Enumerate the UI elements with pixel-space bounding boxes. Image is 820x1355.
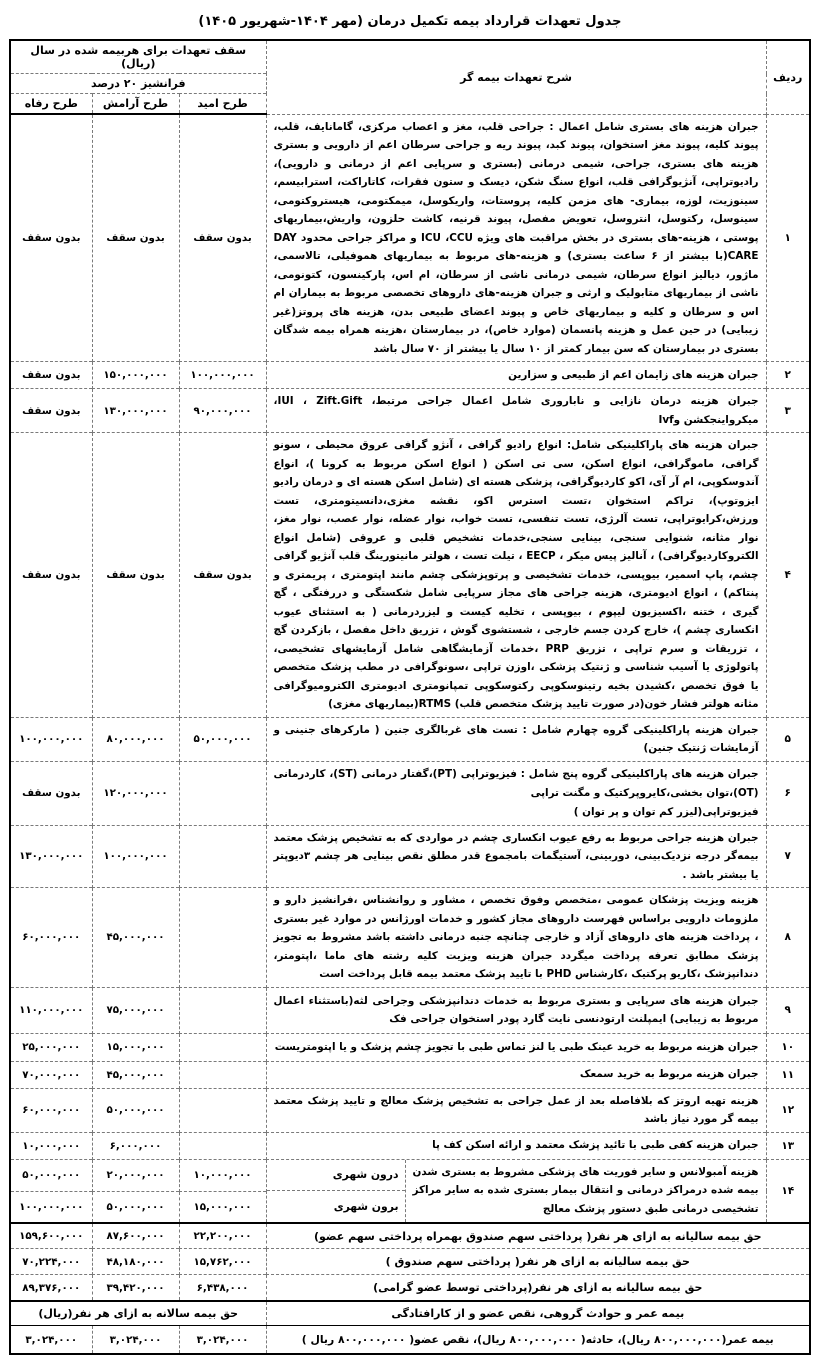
plan-refah-value: ۶۰,۰۰۰,۰۰۰ (10, 888, 92, 988)
benefit-description: جبران هزینه مربوط به خرید عینک طبی یا لنز تماس طبی با تجویز چشم پزشک و یا اپتومتریست (266, 1033, 766, 1061)
plan-aramesh-value: ۴۵,۰۰۰,۰۰۰ (92, 888, 179, 988)
benefit-description: جبران هزینه های بستری شامل اعمال : جراحی قلب، مغز و اعصاب مرکزی، گامانایف، قلب، پیوند کلیه، پیوند مغز استخوان، پیوند کبد، پیوند ریه و جراحی سرطان اعم از دارویی و بستری هزینه های بستری، جراحی، شیمی درمانی (بستری و سرپایی اعم از درمانی و دارویی)، رادیوتراپی، آنژیوگرافی قلب، انواع سنگ شکن، دیسک و ستون فقرات، کاتاراکت، استرابیسم، سینوزیت، لوزه، بیماری- های مزمن کلیه، پروستات، واریکوسل، میمکتومی، هیستروکتومی، سینوسل، رکتوسل، انتروسل، تعویض مفصل، پیوند قرنیه، کاشت حلزون، واریش،بیماریهای پوستی ، هزینه-های بستری در بخش مراقبت های ویژه ICU ،CCU و مراکز جراحی محدود DAY CARE(با بیشتر از ۶ ساعت بستری) و هزینه-های مربوط به بیماریهای هموفیلی، تالاسمی، ماژور، دیالیز انواع سرطان، شیمی درمانی ناشی از سرطان، ام اس، پارکینسون، کتونومی، ناشی از بیماریهای متابولیک و ارثی و جبران هزینه-های داروهای تخصصی مربوط به بیماران ام اس و سرطان و کلیه و بیماریهای خاص و پیوند اعضای طبیعی بدن، هزینه های پروتز(غیر زیبایی) در حین عمل و هزینه پانسمان (موارد خاص)، در بیمارستان ،هزینه همراه بیمه شدگان بستری در بیمارستان که سن بیمار کمتر از ۱۰ سال یا بیشتر از ۷۰ سال باشد (266, 114, 766, 362)
table-row (10, 888, 810, 988)
plan-aramesh-value: بدون سقف (92, 114, 179, 362)
table-row (10, 762, 810, 826)
table-row (10, 1061, 810, 1088)
plan-refah-value: ۷۰,۲۲۴,۰۰۰ (10, 1249, 92, 1275)
table-row (10, 717, 810, 761)
premium-description: حق بیمه سالیانه به ازای هر نفر( پرداختی سهم صندوق ) (266, 1249, 810, 1275)
row-number: ۱۰ (766, 1033, 810, 1061)
benefit-description: جبران هزینه های پاراکلینیکی شامل: انواع رادیو گرافی ، آنژو گرافی عروق محیطی ، سونو گرافی، ماموگرافی، انواع اسکن، سی تی اسکن ( انواع اسکن مربوط به کرونا )، انواع آندوسکوپی، ام آر آی، اکو کاردیوگرافی، پزشکی هسته ای (شامل اسکن هسته ای و درمان رادیو ایزوتوپ)، تراکم استخوان ،تست استرس اکو، نقشه مغزی،دانسیتومتری، تست ورزش،کرایوتراپی، تست آلرژی، تست تنفسی، تست خواب، نوار عضله، نوار عصب، نوار مغز، نوار مثانه، شنوایی سنجی، بینایی سنجی،خدمات تشخیص قلبی و عروقی (شامل انواع الکتروکاردیوگرافی) ، آنالیز پیس میکر ، EECP ، تیلت تست ، هولتر مانیتورینگ قلب آنژیو گرافی چشم، پاپ اسمیر، بیوپسی، خدمات تشخیصی و پرتوپزشکی چشم مانند اپتومتری ، پریمتری و پنتاکم) ، انواع ادیومتری، هزینه جراحی های مجاز سرپایی شامل شکستگی و دررفتگی ، گچ گیری ، ختنه ،اکسیزیون لیپوم ، بیوپسی ، تخلیه کیست و لیزردرمانی ( به استثنای عیوب انکساری چشم )، خارج کردن جسم خارجی ، شستشوی گوش ، تزریق داخل مفصل ، بازکردن گچ ، تزریقات و سرم تراپی ، تزریق PRP ،خدمات آزمایشگاهی شامل آزمایشهای تشخیصی، پاتولوژی یا آسیب شناسی و ژنتیک پزشکی ،اوزن تراپی ،سونوگرافی در مطب پزشک متخصص یا فوق تخصص ،کشیدن بخیه رتینوسکوپی رکتوسکوپی تمپانومتری ادیومتری الکترومیوگرافی مثانه هولتر فشار خون(در صورت تایید پزشک متخصص قلب) RTMS(بیماریهای مغزی) (266, 433, 766, 718)
column-header-row-number: ردیف (766, 40, 810, 114)
row-number: ۳ (766, 389, 810, 433)
benefit-description-line2: فیزیوتراپی(لیزر کم توان و پر توان ) (573, 806, 759, 819)
plan-refah-value: ۱۰۰,۰۰۰,۰۰۰ (10, 717, 92, 761)
row-number: ۱۲ (766, 1088, 810, 1132)
plan-aramesh-value: ۴۸,۱۸۰,۰۰۰ (92, 1249, 179, 1275)
plan-refah-value: ۷۰,۰۰۰,۰۰۰ (10, 1061, 92, 1088)
life-insurance-value-row (10, 1326, 810, 1354)
row-number: ۸ (766, 888, 810, 988)
plan-refah-value: ۱۵۹,۶۰۰,۰۰۰ (10, 1223, 92, 1249)
plan-aramesh-value: ۱۵۰,۰۰۰,۰۰۰ (92, 362, 179, 389)
plan-omid-value: بدون سقف (179, 433, 266, 718)
column-header-plan-omid: طرح امید (179, 94, 266, 115)
plan-refah-value: ۳,۰۲۴,۰۰۰ (10, 1326, 92, 1354)
plan-refah-value: بدون سقف (10, 389, 92, 433)
column-header-plan-aramesh: طرح آرامش (92, 94, 179, 115)
benefit-description: جبران هزینه های سرپایی و بستری مربوط به خدمات دندانپزشکی وجراحی لثه(باستثناء اعمال مربوط به زیبایی) ایمپلنت ارتودنسی نایت گارد پودر استخوان جراحی فک (266, 987, 766, 1033)
row-number: ۵ (766, 717, 810, 761)
premium-row (10, 1223, 810, 1249)
row-number: ۱۳ (766, 1132, 810, 1159)
plan-aramesh-value: ۵۰,۰۰۰,۰۰۰ (92, 1088, 179, 1132)
plan-refah-value: ۵۰,۰۰۰,۰۰۰ (10, 1159, 92, 1191)
plan-aramesh-value: ۱۳۰,۰۰۰,۰۰۰ (92, 389, 179, 433)
premium-row (10, 1275, 810, 1301)
row-number: ۶ (766, 762, 810, 826)
row-number: ۲ (766, 362, 810, 389)
benefit-description: جبران هزینه های زایمان اعم از طبیعی و سزارین (266, 362, 766, 389)
benefit-description: هزینه ویزیت پزشکان عمومی ،متخصص وفوق تخصص ، مشاور و روانشناس ،فرانشیز دارو و ملزومات دارویی براساس فهرست داروهای مجاز کشور و خدمات اورژانس در موارد غیر بستری ، پرداخت هزینه های داروهای آزاد و خارجی چنانچه جنبه درمانی داشته باشد مشروط به تجویز پزشک مطابق تعرفه پرداخت میگردد جبران هزینه ویزیت کلیه رشته های ماما ،اپتومتر، دندانپزشک ،کاریو پرکتیک ،کارشناس PHD با تایید پزشک معتمد بیمه قابل پرداخت است (266, 888, 766, 988)
plan-omid-value (179, 1088, 266, 1132)
benefit-description: جبران هزینه جراحی مربوط به رفع عیوب انکساری چشم در مواردی که به تشخیص پزشک معتمد بیمه‌گر درجه نزدیک‌بینی، دوربینی، آستیگمات بامجموع قدر مطلق نقص بینایی هر چشم ۳دیوپتر یا بیشتر باشد . (266, 825, 766, 888)
plan-refah-value: بدون سقف (10, 433, 92, 718)
plan-refah-value: ۶۰,۰۰۰,۰۰۰ (10, 1088, 92, 1132)
benefit-description: هزینه تهیه اروتز که بلافاصله بعد از عمل جراحی به تشخیص پزشک معالج و تایید پزشک معتمد بیمه گر مورد نیاز باشد (266, 1088, 766, 1132)
table-row (10, 825, 810, 888)
plan-aramesh-value: ۶,۰۰۰,۰۰۰ (92, 1132, 179, 1159)
plan-omid-value: ۶,۴۳۸,۰۰۰ (179, 1275, 266, 1301)
plan-omid-value: ۱۵,۰۰۰,۰۰۰ (179, 1191, 266, 1223)
benefit-description: جبران هزینه کفی طبی با تائید پزشک معتمد و ارائه اسکن کف پا (266, 1132, 766, 1159)
row-number: ۱۱ (766, 1061, 810, 1088)
plan-omid-value: ۹۰,۰۰۰,۰۰۰ (179, 389, 266, 433)
plan-omid-value: ۲۲,۲۰۰,۰۰۰ (179, 1223, 266, 1249)
table-row (10, 1033, 810, 1061)
plan-refah-value: ۸۹,۳۷۶,۰۰۰ (10, 1275, 92, 1301)
plan-omid-value (179, 762, 266, 826)
column-header-description: شرح تعهدات بیمه گر (266, 40, 766, 114)
column-header-franchise: فرانشیز ۲۰ درصد (10, 74, 266, 94)
table-row (10, 362, 810, 389)
row-number: ۴ (766, 433, 810, 718)
plan-omid-value (179, 1033, 266, 1061)
plan-aramesh-value: ۴۵,۰۰۰,۰۰۰ (92, 1061, 179, 1088)
table-row (10, 389, 810, 433)
plan-omid-value (179, 888, 266, 988)
plan-aramesh-value: ۷۵,۰۰۰,۰۰۰ (92, 987, 179, 1033)
life-insurance-title: بیمه عمر و حوادث گروهی، نقص عضو و از کارافتادگی (266, 1301, 810, 1326)
plan-omid-value (179, 825, 266, 888)
table-row (10, 1132, 810, 1159)
benefit-description-text: جبران هزینه های پاراکلینیکی گروه پنج شامل : فیزیوتراپی (PT)،گفتار درمانی (ST)، کاردرمانی (OT)،توان بخشی،کایروپرکتیک و مگنت تراپی (273, 768, 759, 799)
plan-aramesh-value: ۳,۰۲۴,۰۰۰ (92, 1326, 179, 1354)
premium-description: حق بیمه سالیانه به ازای هر نفر( پرداختی سهم صندوق بهمراه پرداختی سهم عضو) (266, 1223, 810, 1249)
plan-omid-value (179, 1061, 266, 1088)
plan-aramesh-value: ۵۰,۰۰۰,۰۰۰ (92, 1191, 179, 1223)
plan-omid-value: ۳,۰۲۴,۰۰۰ (179, 1326, 266, 1354)
table-row-ambulance (10, 1159, 810, 1191)
life-insurance-header-row (10, 1301, 810, 1326)
plan-refah-value: ۱۰۰,۰۰۰,۰۰۰ (10, 1191, 92, 1223)
ambulance-zones (267, 1160, 406, 1222)
table-row (10, 1088, 810, 1132)
plan-aramesh-value: ۸۷,۶۰۰,۰۰۰ (92, 1223, 179, 1249)
plan-aramesh-value: ۱۵,۰۰۰,۰۰۰ (92, 1033, 179, 1061)
life-insurance-description: بیمه عمر(۸۰۰,۰۰۰,۰۰۰ ریال)، حادثه( ۸۰۰,۰۰۰,۰۰۰ ریال)، نقص عضو( ۸۰۰,۰۰۰,۰۰۰ ریال ) (266, 1326, 810, 1354)
benefit-description-ambulance (266, 1159, 766, 1223)
page-title: جدول تعهدات قرارداد بیمه تکمیل درمان (مهر ۱۴۰۴-شهریور ۱۴۰۵) (198, 14, 622, 29)
table-row (10, 114, 810, 362)
plan-aramesh-value: ۲۰,۰۰۰,۰۰۰ (92, 1159, 179, 1191)
plan-aramesh-value: بدون سقف (92, 433, 179, 718)
plan-omid-value: ۱۰۰,۰۰۰,۰۰۰ (179, 362, 266, 389)
plan-omid-value: ۵۰,۰۰۰,۰۰۰ (179, 717, 266, 761)
row-number: ۹ (766, 987, 810, 1033)
plan-refah-value: ۱۰,۰۰۰,۰۰۰ (10, 1132, 92, 1159)
plan-omid-value: بدون سقف (179, 114, 266, 362)
premium-row (10, 1249, 810, 1275)
table-row (10, 987, 810, 1033)
benefits-table (9, 39, 811, 1355)
premium-description: حق بیمه سالیانه به ازای هر نفر(پرداختی توسط عضو گرامی) (266, 1275, 810, 1301)
plan-omid-value (179, 987, 266, 1033)
life-insurance-premium-label: حق بیمه سالانه به ازای هر نفر(ریال) (10, 1301, 266, 1326)
plan-omid-value: ۱۵,۷۶۲,۰۰۰ (179, 1249, 266, 1275)
plan-refah-value: ۱۱۰,۰۰۰,۰۰۰ (10, 987, 92, 1033)
plan-omid-value (179, 1132, 266, 1159)
benefit-description: جبران هزینه پاراکلینیکی گروه چهارم شامل : تست های غربالگری جنین ( مارکرهای جنینی و آزمایشات ژنتیک جنین) (266, 717, 766, 761)
row-number: ۱۴ (766, 1159, 810, 1223)
table-row (10, 433, 810, 718)
benefit-description: جبران هزینه درمان نازایی و ناباروری شامل اعمال جراحی مرتبط، IUI ، Zift.Gift، میکرواینجکشن وIvf (266, 389, 766, 433)
plan-refah-value: بدون سقف (10, 762, 92, 826)
zone-label-intracity: درون شهری (267, 1160, 405, 1192)
zone-label-intercity: برون شهری (333, 1200, 399, 1214)
plan-aramesh-value: ۱۲۰,۰۰۰,۰۰۰ (92, 762, 179, 826)
column-header-plan-refah: طرح رفاه (10, 94, 92, 115)
benefit-description: جبران هزینه مربوط به خرید سمعک (266, 1061, 766, 1088)
plan-omid-value: ۱۰,۰۰۰,۰۰۰ (179, 1159, 266, 1191)
plan-refah-value: بدون سقف (10, 114, 92, 362)
benefit-description (266, 762, 766, 826)
plan-aramesh-value: ۱۰۰,۰۰۰,۰۰۰ (92, 825, 179, 888)
plan-refah-value: ۱۳۰,۰۰۰,۰۰۰ (10, 825, 92, 888)
column-header-cap: سقف تعهدات برای هربیمه شده در سال (ریال) (10, 40, 266, 74)
plan-aramesh-value: ۸۰,۰۰۰,۰۰۰ (92, 717, 179, 761)
plan-refah-value: بدون سقف (10, 362, 92, 389)
row-number: ۷ (766, 825, 810, 888)
row-number: ۱ (766, 114, 810, 362)
plan-aramesh-value: ۳۹,۴۲۰,۰۰۰ (92, 1275, 179, 1301)
ambulance-description: هزینه آمبولانس و سایر فوریت های پزشکی مشروط به بستری شدن بیمه شده درمراکز درمانی و انتقال بیمار بستری شده به سایر مراکز تشخیصی درمانی طبق دستور پزشک معالج (412, 1165, 759, 1216)
plan-refah-value: ۲۵,۰۰۰,۰۰۰ (10, 1033, 92, 1061)
